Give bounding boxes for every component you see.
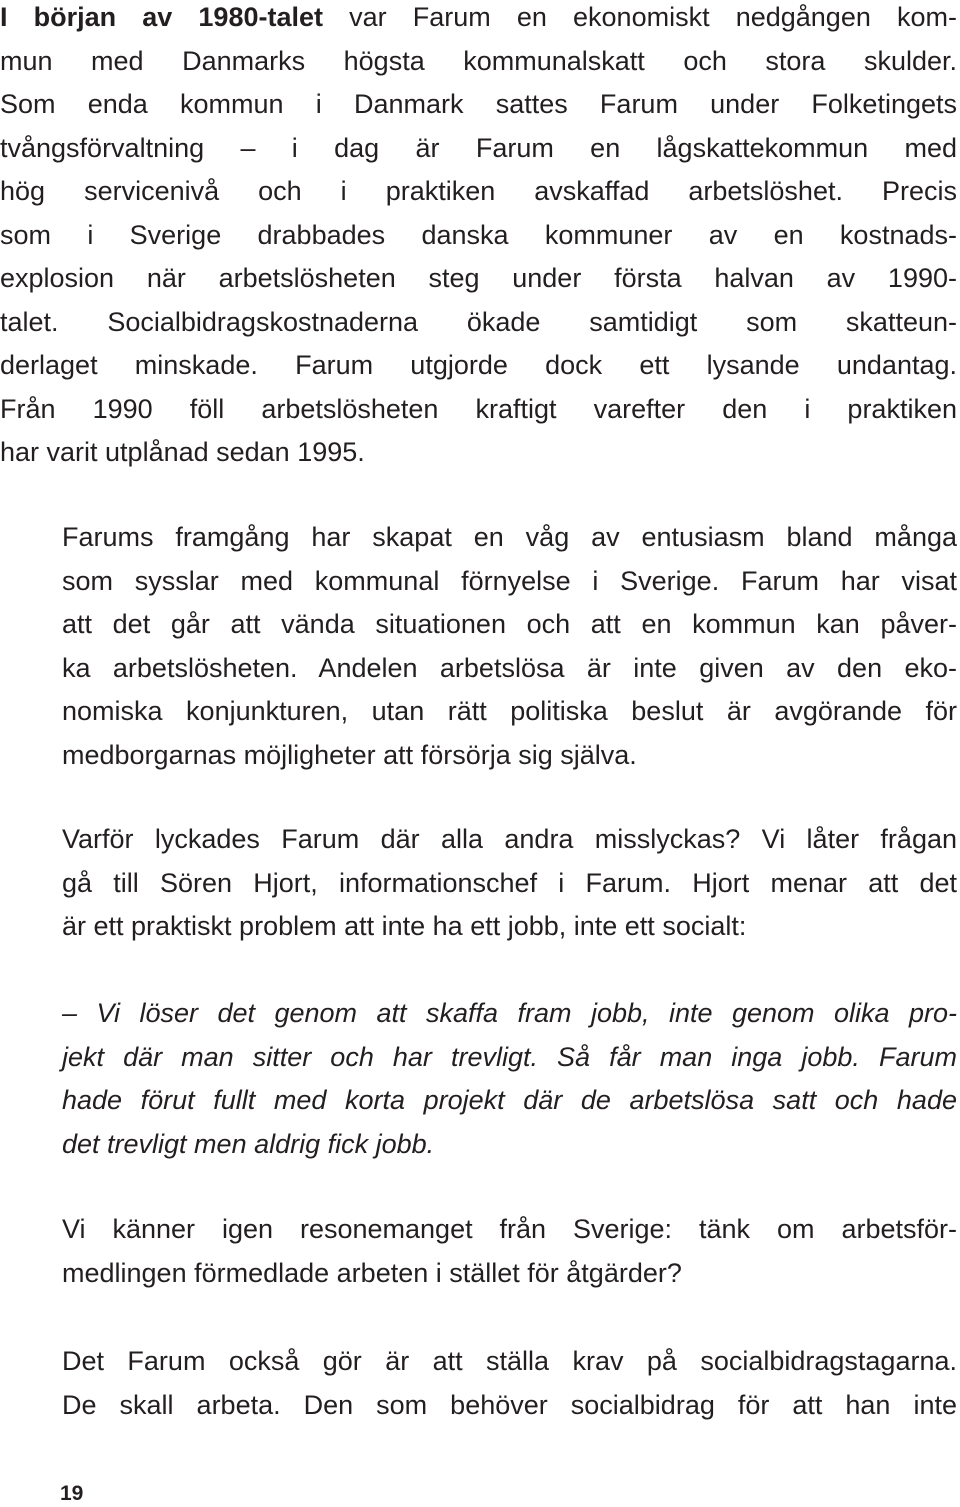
text-line: explosion när arbetslösheten steg under första halvan av 1990-: [0, 263, 957, 293]
text-line: är ett praktiskt problem att inte ha ett jobb, inte ett socialt:: [62, 911, 747, 941]
text-line-rest: var Farum en ekonomiskt nedgången kom-: [322, 2, 957, 32]
text-line: medborgarnas möjligheter att försörja sig själva.: [62, 739, 637, 770]
paragraph-krav: [62, 1340, 957, 1427]
paragraph-framgang: [62, 516, 957, 777]
lead-in-bold: I början av 1980-talet: [0, 2, 323, 32]
text-line: som i Sverige drabbades danska kommuner av en kostnads-: [0, 219, 957, 250]
text-line: det trevligt men aldrig fick jobb.: [62, 1128, 435, 1159]
text-line: att det går att vända situationen och att en kommun kan påver-: [62, 609, 957, 639]
text-line: hög servicenivå och i praktiken avskaffad arbetslöshet. Precis: [0, 176, 957, 206]
text-line: talet. Socialbidragskostnaderna ökade samtidigt som skatteun-: [0, 306, 957, 337]
paragraph-quote: [62, 992, 957, 1166]
text-line: Varför lyckades Farum där alla andra misslyckas? Vi låter frågan: [62, 824, 957, 854]
page-number: 19: [60, 1482, 84, 1505]
text-line: Det Farum också gör är att ställa krav på socialbidragstagarna.: [62, 1346, 957, 1376]
text-line: Vi känner igen resonemanget från Sverige: tänk om arbetsför-: [62, 1214, 957, 1244]
paragraph-resonemang: [62, 1208, 957, 1295]
text-line: Som enda kommun i Danmark sattes Farum under Folketingets: [0, 89, 957, 119]
text-line: derlaget minskade. Farum utgjorde dock ett lysande undantag.: [0, 350, 957, 380]
text-line: ka arbetslösheten. Andelen arbetslösa är inte given av den eko-: [62, 652, 957, 683]
text-line: har varit utplånad sedan 1995.: [0, 437, 365, 467]
text-line: tvångsförvaltning – i dag är Farum en lågskattekommun med: [0, 132, 957, 163]
text-line: jekt där man sitter och har trevligt. Så får man inga jobb. Farum: [62, 1041, 957, 1072]
text-line: gå till Sören Hjort, informationschef i Farum. Hjort menar att det: [62, 867, 957, 898]
text-line: medlingen förmedlade arbeten i stället för åtgärder?: [62, 1257, 682, 1288]
text-line: mun med Danmarks högsta kommunalskatt och stora skulder.: [0, 45, 957, 76]
text-line: De skall arbeta. Den som behöver socialbidrag för att han inte: [62, 1389, 957, 1420]
text-line: [0, 0, 957, 40]
text-line: som sysslar med kommunal förnyelse i Sverige. Farum har visat: [62, 565, 957, 596]
text-line: Farums framgång har skapat en våg av entusiasm bland många: [62, 522, 957, 552]
paragraph-varfor: [62, 818, 957, 949]
paragraph-intro: [0, 0, 957, 475]
text-line: hade förut fullt med korta projekt där de arbetslösa satt och hade: [62, 1085, 957, 1115]
text-line: – Vi löser det genom att skaffa fram jobb, inte genom olika pro-: [62, 998, 957, 1028]
text-line: nomiska konjunkturen, utan rätt politiska beslut är avgörande för: [62, 696, 957, 726]
text-line: Från 1990 föll arbetslösheten kraftigt varefter den i praktiken: [0, 393, 957, 424]
